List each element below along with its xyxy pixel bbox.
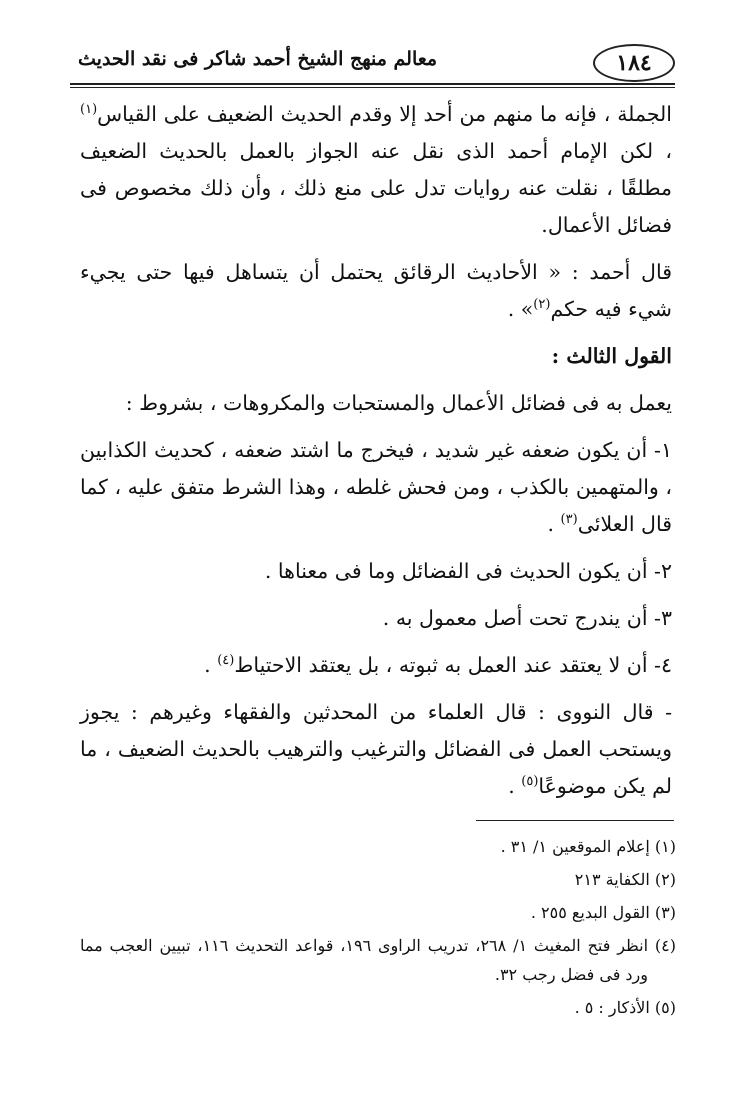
footnote-ref-5: (٥) <box>521 774 539 790</box>
condition-3: ٣- أن يندرج تحت أصل معمول به . <box>382 606 672 630</box>
paragraph-3: يعمل به فى فضائل الأعمال والمستحبات والمكروهات ، بشروط : <box>125 391 672 415</box>
footnote-2: (٢) الكفاية ٢١٣ <box>574 870 676 889</box>
condition-2: ٢- أن يكون الحديث فى الفضائل وما فى معناها . <box>264 559 672 583</box>
paragraph-2 <box>80 254 672 328</box>
condition-4-text-cont: . <box>204 653 218 677</box>
paragraph-2-text-cont: » . <box>507 297 534 321</box>
header-rule-thin <box>70 87 675 88</box>
paragraph-4-text: - قال النووى : قال العلماء من المحدثين والفقهاء وغيرهم : يجوز ويستحب العمل فى الفضائل والترغيب والترهيب بالحديث الضعيف ، ما لم يكن موضوعًا <box>80 700 672 798</box>
footnote-ref-1: (١) <box>80 102 98 118</box>
paragraph-1-text: الجملة ، فإنه ما منهم من أحد إلا وقدم الحديث الضعيف على القياس <box>97 102 672 126</box>
footnote-3: (٣) القول البديع ٢٥٥ . <box>530 903 676 922</box>
condition-1-text-cont: . <box>547 512 561 536</box>
paragraph-2-text: قال أحمد : « الأحاديث الرقائق يحتمل أن يتساهل فيها حتى يجيء شيء فيه حكم <box>80 260 672 321</box>
header-rule <box>70 83 675 85</box>
footnote-1: (١) إعلام الموقعين ١/ ٣١ . <box>500 837 676 856</box>
paragraph-1 <box>80 96 672 244</box>
footnote-4: (٤) انظر فتح المغيث ١/ ٢٦٨، تدريب الراوى ١٩٦، قواعد التحديث ١١٦، تبيين العجب مما ورد فى فضل رجب ٣٢. <box>80 936 676 984</box>
footnote-5: (٥) الأذكار : ٥ . <box>574 998 676 1017</box>
paragraph-4-text-cont: . <box>508 774 522 798</box>
condition-4 <box>80 647 672 684</box>
running-title: معالم منهج الشيخ أحمد شاكر فى نقد الحديث <box>78 48 438 70</box>
main-text <box>80 96 672 805</box>
footnote-separator <box>476 820 674 821</box>
condition-1-text: ١- أن يكون ضعفه غير شديد ، فيخرج ما اشتد ضعفه ، كحديث الكذابين ، والمتهمين بالكذب ، ومن فحش غلطه ، وهذا الشرط متفق عليه ، كما قال العلائى <box>80 438 672 536</box>
footnote-ref-3: (٣) <box>560 512 578 528</box>
condition-4-text: ٤- أن لا يعتقد عند العمل به ثبوته ، بل يعتقد الاحتياط <box>234 653 672 677</box>
paragraph-4 <box>80 694 672 805</box>
section-heading: القول الثالث : <box>551 344 672 368</box>
paragraph-1-text-cont: ، لكن الإمام أحمد الذى نقل عنه الجواز بالعمل بالحديث الضعيف مطلقًا ، نقلت عنه روايات تدل على منع ذلك ، وأن ذلك مخصوص فى فضائل الأعمال. <box>80 139 672 237</box>
footnotes <box>80 832 676 1022</box>
footnote-ref-2: (٢) <box>533 297 551 313</box>
condition-1 <box>80 432 672 543</box>
page-number: ١٨٤ <box>593 44 675 82</box>
page-header <box>70 40 675 88</box>
footnote-ref-4: (٤) <box>217 653 235 669</box>
